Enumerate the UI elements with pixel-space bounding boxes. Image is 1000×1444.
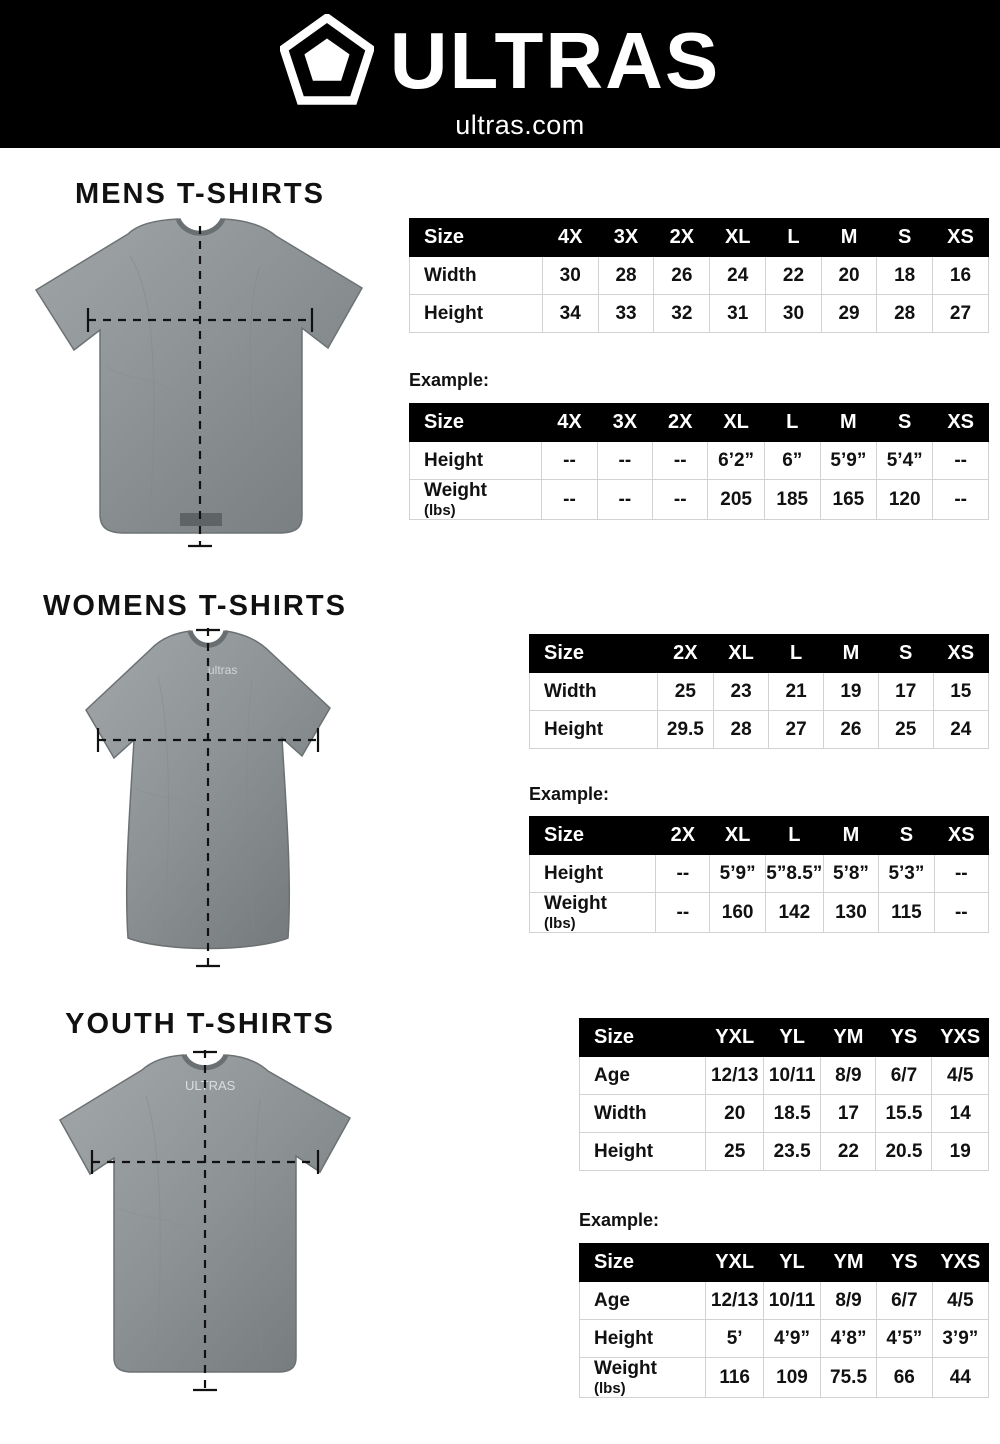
youth-size-table: [579, 1018, 989, 1171]
womens-size-table: [529, 634, 989, 749]
section-title-womens: WOMENS T-SHIRTS: [43, 590, 347, 622]
row-label: Weight: [424, 480, 487, 501]
row-label: Weight: [594, 1358, 657, 1379]
table-row: Height 34 33 32 31 30 29 28 27: [410, 295, 989, 333]
table-row: Width 25 23 21 19 17 15: [530, 673, 989, 711]
womens-example-label: Example:: [529, 784, 610, 804]
mens-example-table: [409, 403, 989, 520]
youth-example-label: Example:: [579, 1210, 660, 1230]
svg-text:ultras: ultras: [208, 663, 238, 677]
brand-url: ultras.com: [455, 110, 585, 140]
table-header-row: Size 4X 3X 2X XL L M S XS: [410, 219, 989, 257]
table-row: Height 29.5 28 27 26 25 24: [530, 711, 989, 749]
table-row: Age 12/13 10/11 8/9 6/7 4/5: [580, 1282, 989, 1320]
table-row: Width 30 28 26 24 22 20 18 16: [410, 257, 989, 295]
row-label: Weight: [544, 893, 607, 914]
table-row: Weight (lbs) 116 109 75.5 66 44: [580, 1358, 989, 1398]
womens-example-table: [529, 816, 989, 933]
table-row: Width 20 18.5 17 15.5 14: [580, 1095, 989, 1133]
brand-block: [0, 14, 1000, 140]
brand-row: [280, 14, 720, 108]
table-row: Height 25 23.5 22 20.5 19: [580, 1133, 989, 1171]
youth-example-table: [579, 1243, 989, 1398]
mens-example-label: Example:: [409, 370, 490, 390]
womens-tshirt-illustration: [30, 628, 370, 978]
table-header-row: Size YXL YL YM YS YXS: [580, 1019, 989, 1057]
table-row: Weight (lbs) -- 160 142 130 115 --: [530, 893, 989, 933]
row-sublabel: (lbs): [424, 502, 456, 519]
table-header-row: Size 4X 3X 2X XL L M S XS: [410, 404, 989, 442]
svg-text:ULTRAS: ULTRAS: [185, 1078, 236, 1093]
table-row: Age 12/13 10/11 8/9 6/7 4/5: [580, 1057, 989, 1095]
section-title-youth: YOUTH T-SHIRTS: [65, 1008, 335, 1040]
table-row: Height 5’ 4’9” 4’8” 4’5” 3’9”: [580, 1320, 989, 1358]
mens-size-table: [409, 218, 989, 333]
mens-tshirt-illustration: [10, 216, 390, 556]
table-header-row: Size YXL YL YM YS YXS: [580, 1244, 989, 1282]
table-header-row: Size 2X XL L M S XS: [530, 635, 989, 673]
table-header-row: Size 2X XL L M S XS: [530, 817, 989, 855]
pentagon-logo-icon: [280, 14, 374, 108]
table-row: Height -- 5’9” 5”8.5” 5’8” 5’3” --: [530, 855, 989, 893]
table-row: Weight (lbs) -- -- -- 205 185 165 120 --: [410, 480, 989, 520]
row-sublabel: (lbs): [544, 915, 576, 932]
section-title-mens: MENS T-SHIRTS: [75, 178, 325, 210]
row-sublabel: (lbs): [594, 1380, 626, 1397]
youth-tshirt-illustration: [20, 1040, 390, 1400]
page-header: [0, 0, 1000, 148]
table-row: Height -- -- -- 6’2” 6” 5’9” 5’4” --: [410, 442, 989, 480]
brand-name: ULTRAS: [389, 16, 721, 105]
